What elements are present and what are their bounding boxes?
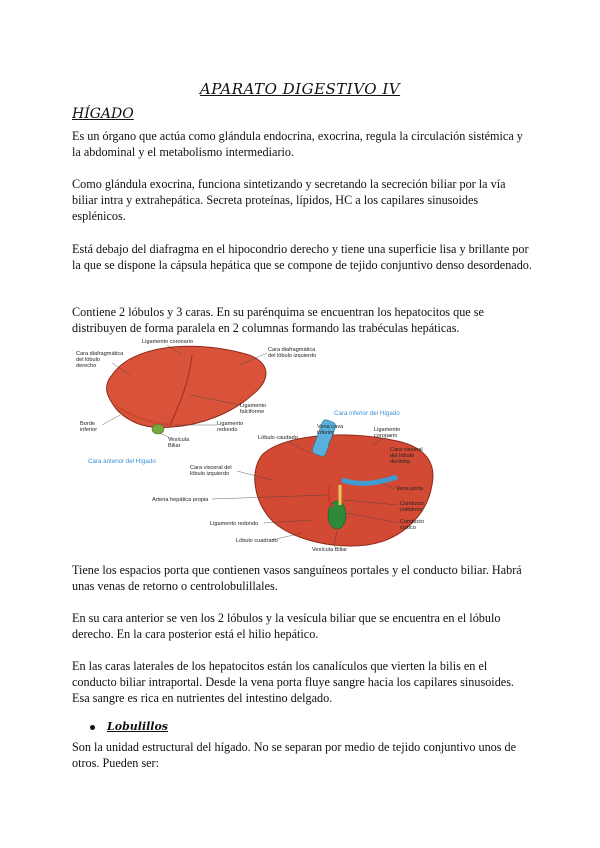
label-ligamento-coronario-2: Ligamento coronario xyxy=(374,427,401,439)
bullet-icon xyxy=(90,725,95,730)
label-ligamento-redondo-2: Ligamento redondo xyxy=(210,521,259,527)
bullet-item-lobulillos xyxy=(90,720,168,733)
label-lobulo-caudado: Lóbulo caudado xyxy=(258,435,298,441)
label-cara-visceral-derecho: Cara visceral del lóbulo derecho xyxy=(390,447,423,465)
paragraph-2: Como glándula exocrina, funciona sintetizando y secretando la secreción biliar por la vía biliar intra y extrahepática. Secreta proteínas, lípidos, HC a los capilares sinusoides esplénicos. xyxy=(72,177,506,223)
label-cara-visceral-izquierdo: Cara visceral del lóbulo izquierdo xyxy=(190,465,232,477)
label-ligamento-coronario: Ligamento coronario xyxy=(142,339,193,345)
paragraph-3: Está debajo del diafragma en el hipocondrio derecho y tiene una superficie lisa y brillante por la que se dispone la cápsula hepática que se compone de tejido conjuntivo denso desordenado. xyxy=(72,242,532,272)
paragraph-4: Contiene 2 lóbulos y 3 caras. En su parénquima se encuentran los hepatocitos que se distribuyen de forma paralela en 2 columnas formando las trabéculas hepáticas. xyxy=(72,305,484,335)
caption-inferior: Cara inferior del Hígado xyxy=(334,410,400,417)
bullet-label: Lobulillos xyxy=(107,720,169,733)
paragraph-1: Es un órgano que actúa como glándula endocrina, exocrina, regula la circulación sistémica y la abdominal y el metabolismo intermediario. xyxy=(72,129,523,159)
label-vesicula-biliar: Vesícula Biliar xyxy=(168,437,190,449)
label-borde-inferior: Borde inferior xyxy=(80,421,98,433)
paragraph-8: Son la unidad estructural del hígado. No se separan por medio de tejido conjuntivo unos de otros. Pueden ser: xyxy=(72,740,517,770)
section-heading: HÍGADO xyxy=(72,106,134,122)
label-cara-diafragmatica-izquierdo: Cara diafragmática del lóbulo izquierdo xyxy=(268,347,317,359)
caption-anterior: Cara anterior del Hígado xyxy=(88,458,156,465)
paragraph-6: En su cara anterior se ven los 2 lóbulos y la vesícula biliar que se encuentra en el lóbulo derecho. En la cara posterior está el hilio hepático. xyxy=(72,611,501,641)
label-arteria-hepatica: Arteria hepática propia xyxy=(152,497,209,503)
label-ligamento-redondo: Ligamento redondo xyxy=(217,421,244,433)
paragraph-5: Tiene los espacios porta que contienen vasos sanguíneos portales y el conducto biliar. Habrá unas venas de retorno o centrolobulillales. xyxy=(72,563,522,593)
label-ligamento-falciforme: Ligamento falciforme xyxy=(240,403,267,415)
label-vesicula-biliar-2: Vesícula Biliar xyxy=(312,547,348,553)
paragraph-7: En las caras laterales de los hepatocitos están los canalículos que vierten la bilis en el conducto biliar intraportal. Desde la vena porta fluye sangre hacia los capilares sinusoides. Esa sangre es rica en nutrientes del intestino delgado. xyxy=(72,659,514,705)
liver-anatomy-figure xyxy=(72,335,452,555)
label-cara-diafragmatica-derecho: Cara diafragmática del lóbulo derecho xyxy=(76,351,124,369)
label-vena-porta: Vena porta xyxy=(396,486,424,492)
document-title: APARATO DIGESTIVO IV xyxy=(199,80,401,98)
label-vena-cava-inferior: Vena cava inferior xyxy=(317,424,344,436)
gallbladder-anterior xyxy=(152,424,164,434)
label-conducto-coledoco: Conducto colédoco xyxy=(400,501,424,513)
label-lobulo-cuadrado: Lóbulo cuadrado xyxy=(236,538,278,544)
label-conducto-cistico: Conducto cístico xyxy=(400,519,424,531)
